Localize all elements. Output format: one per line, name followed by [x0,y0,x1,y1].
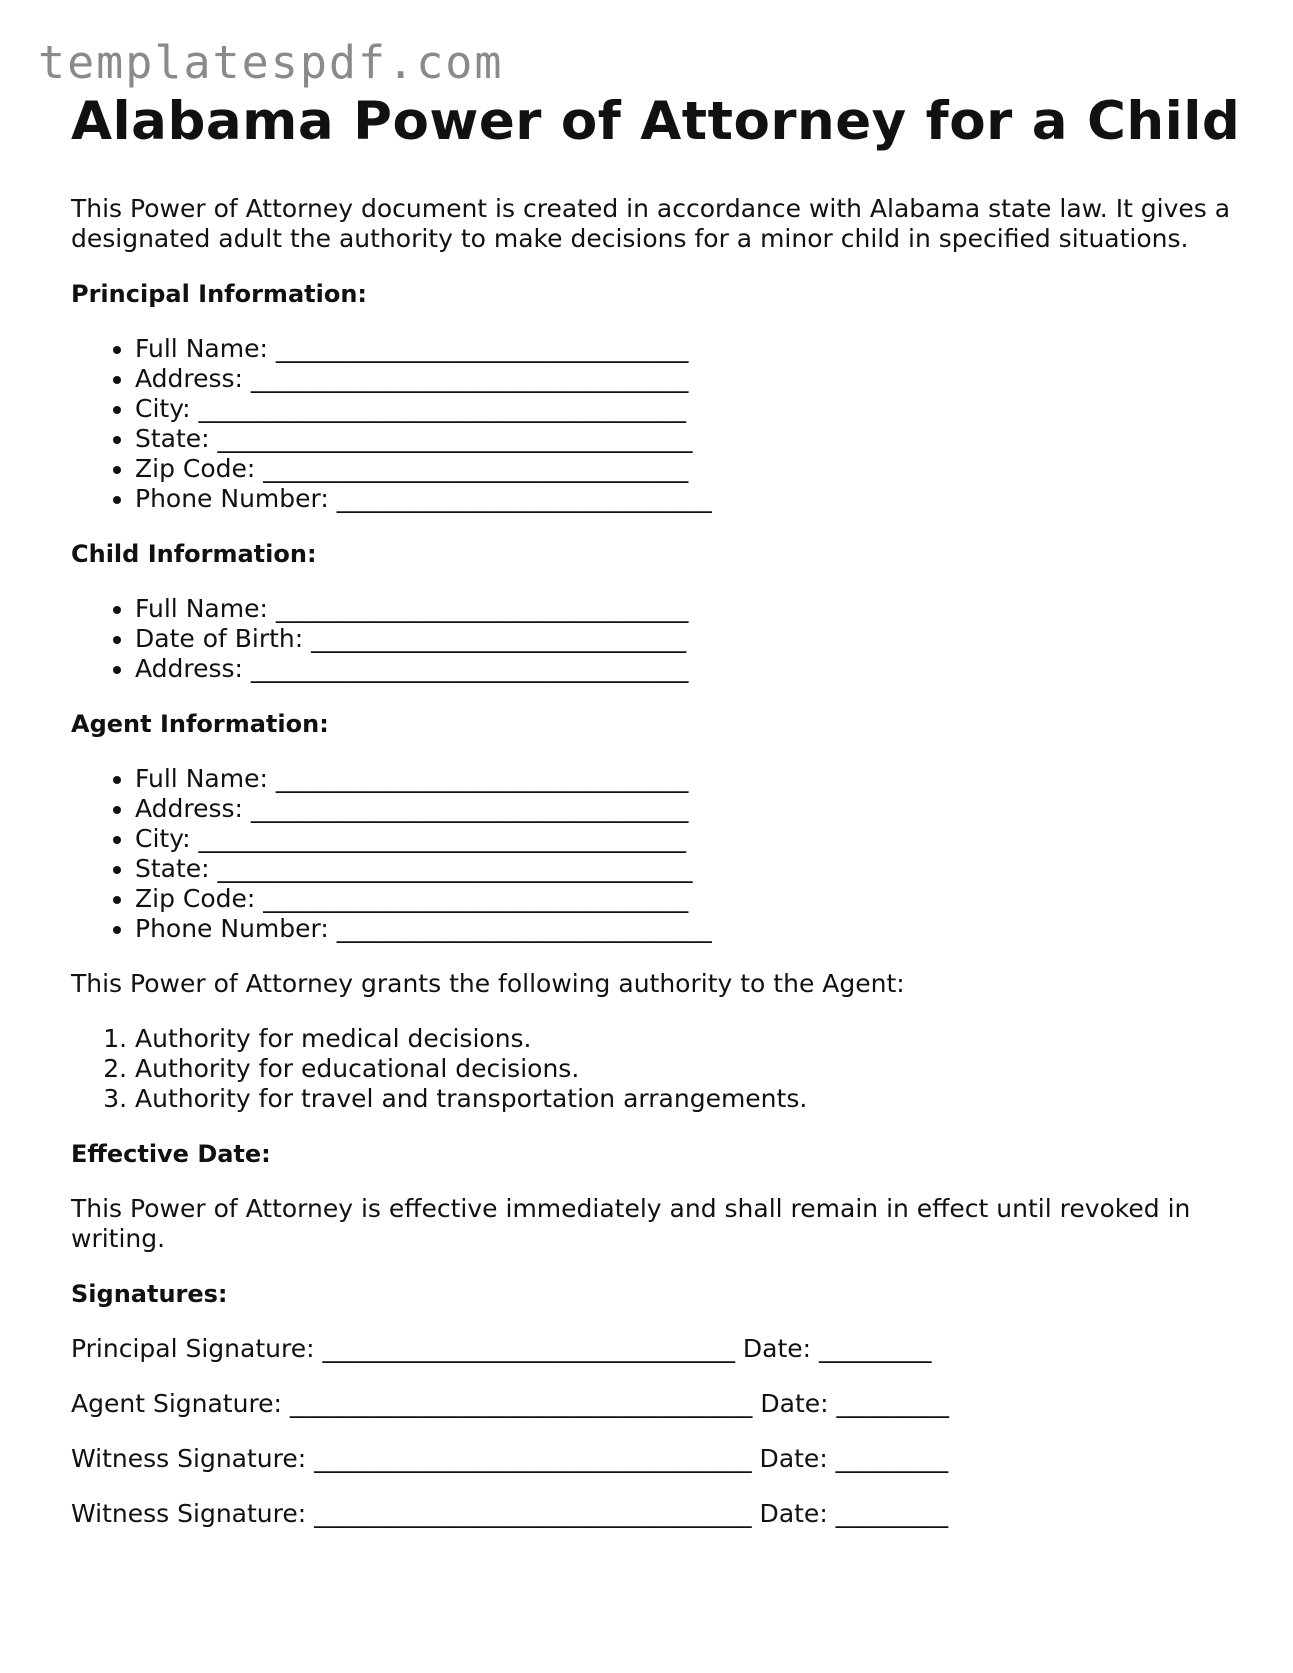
agent-address-field[interactable]: • Address: ___________________________________ [135,794,1251,824]
principal-phone-field[interactable]: • Phone Number: ______________________________ [135,484,1251,514]
child-heading: Child Information: [71,540,317,568]
watermark: templatespdf.com [38,36,504,89]
witness-signature-line[interactable]: Witness Signature: ___________________________________ Date: _________ [71,1444,949,1473]
agent-city-field[interactable]: • City: _______________________________________ [135,824,1251,854]
child-fields [71,594,1251,684]
authority-item-travel: 3. Authority for travel and transportation arrangements. [135,1084,1251,1114]
child-full-name-field[interactable]: • Full Name: _________________________________ [135,594,1251,624]
agent-full-name-field[interactable]: • Full Name: _________________________________ [135,764,1251,794]
agent-signature-line[interactable]: Agent Signature: _____________________________________ Date: _________ [71,1389,949,1418]
principal-zip-field[interactable]: • Zip Code: __________________________________ [135,454,1251,484]
agent-zip-field[interactable]: • Zip Code: __________________________________ [135,884,1251,914]
witness-signature-line[interactable]: Witness Signature: ___________________________________ Date: _________ [71,1499,949,1528]
effective-date-text: This Power of Attorney is effective immediately and shall remain in effect until revoked in writing. [71,1194,1191,1253]
principal-city-field[interactable]: • City: _______________________________________ [135,394,1251,424]
principal-state-field[interactable]: • State: ______________________________________ [135,424,1251,454]
intro-paragraph: This Power of Attorney document is created in accordance with Alabama state law. It gives a designated adult the authority to make decisions for a minor child in specified situations. [71,194,1231,253]
agent-phone-field[interactable]: • Phone Number: ______________________________ [135,914,1251,944]
page-title: Alabama Power of Attorney for a Child [71,91,1241,152]
document [71,90,1251,1529]
agent-heading: Agent Information: [71,710,329,738]
child-address-field[interactable]: • Address: ___________________________________ [135,654,1251,684]
authority-item-medical: 1. Authority for medical decisions. [135,1024,1251,1054]
agent-fields [71,764,1251,944]
principal-signature-line[interactable]: Principal Signature: _________________________________ Date: _________ [71,1334,932,1363]
agent-state-field[interactable]: • State: ______________________________________ [135,854,1251,884]
child-dob-field[interactable]: • Date of Birth: ______________________________ [135,624,1251,654]
principal-fields [71,334,1251,514]
authority-list [71,1024,1251,1114]
principal-address-field[interactable]: • Address: ___________________________________ [135,364,1251,394]
effective-date-heading: Effective Date: [71,1140,271,1168]
authority-intro: This Power of Attorney grants the following authority to the Agent: [71,969,905,998]
signatures-heading: Signatures: [71,1280,228,1308]
principal-heading: Principal Information: [71,280,368,308]
principal-full-name-field[interactable]: • Full Name: _________________________________ [135,334,1251,364]
authority-item-educational: 2. Authority for educational decisions. [135,1054,1251,1084]
